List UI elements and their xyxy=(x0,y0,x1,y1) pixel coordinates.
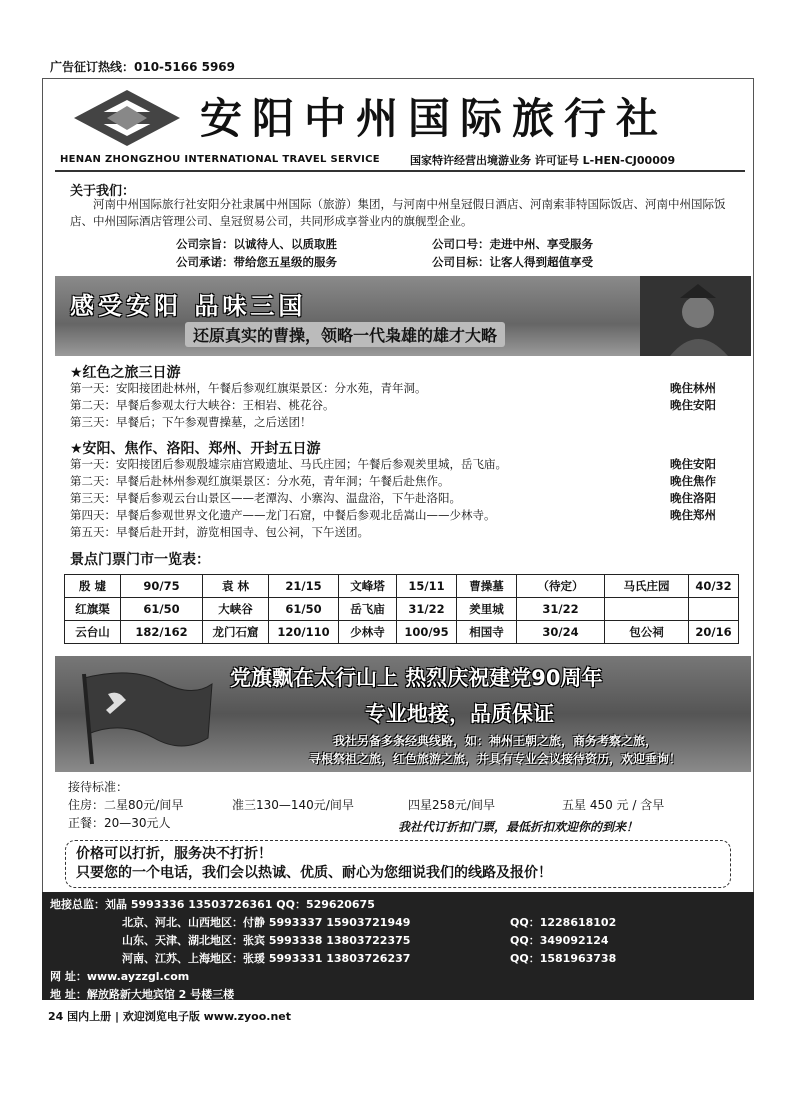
ticket-price: （待定） xyxy=(517,575,605,598)
tour1-day2: 第二天：早餐后参观太行大峡谷：王相岩、桃花谷。 xyxy=(70,398,335,412)
ticket-site: 马氏庄园 xyxy=(605,575,689,598)
about-text: 河南中州国际旅行社安阳分社隶属中州国际（旅游）集团，与河南中州皇冠假日酒店、河南索菲特国际饭店、河南中州国际饭店、中州国际酒店管理公司、皇冠贸易公司，共同形成享誉业内的旗舰型企业。 xyxy=(70,197,726,228)
ticket-price: 30/24 xyxy=(517,621,605,644)
page-footer: 24 国内上册 | 欢迎浏览电子版 www.zyoo.net xyxy=(48,1010,292,1023)
ticket-site: 少林寺 xyxy=(339,621,397,644)
ticket-site: 殷 墟 xyxy=(65,575,121,598)
price-line1: 价格可以打折，服务决不打折！ xyxy=(76,846,272,862)
tour2-day4: 第四天：早餐后参观世界文化遗产——龙门石窟，中餐后参观北岳嵩山——少林寺。 xyxy=(70,508,496,522)
tour1-day3: 第三天：早餐后；下午参观曹操墓，之后送团！ xyxy=(70,415,312,429)
ticket-site: 红旗渠 xyxy=(65,598,121,621)
ticket-site: 大峡谷 xyxy=(203,598,269,621)
standard-meal: 正餐：20—30元人 xyxy=(68,816,171,830)
table-row xyxy=(65,575,739,598)
tour2-heading: ★安阳、焦作、洛阳、郑州、开封五日游 xyxy=(70,441,321,457)
ticket-price: 21/15 xyxy=(269,575,339,598)
ticket-slogan: 我社代订折扣门票，最低折扣欢迎你的到来！ xyxy=(398,820,639,834)
tour2-day3-stay: 晚住洛阳 xyxy=(670,491,716,505)
tickets-heading: 景点门票门市一览表： xyxy=(70,552,210,568)
ticket-price: 120/110 xyxy=(269,621,339,644)
tour1-day2-stay: 晚住安阳 xyxy=(670,398,716,412)
ticket-site: 云台山 xyxy=(65,621,121,644)
company-logo-icon xyxy=(72,88,182,148)
table-row xyxy=(65,598,739,621)
banner-subtitle: 还原真实的曹操，领略一代枭雄的雄才大略 xyxy=(185,322,505,347)
ticket-price: 15/11 xyxy=(397,575,457,598)
standard-4star: 四星258元/间早 xyxy=(408,798,495,812)
company-title: 安阳中州国际旅行社 xyxy=(200,94,669,143)
ticket-site: 岳飞庙 xyxy=(339,598,397,621)
ticket-site: 曹操墓 xyxy=(457,575,517,598)
table-row xyxy=(65,621,739,644)
ticket-site: 文峰塔 xyxy=(339,575,397,598)
divider xyxy=(55,170,745,172)
tour1-day1: 第一天：安阳接团赴林州，午餐后参观红旗渠景区：分水苑，青年洞。 xyxy=(70,381,427,395)
banner2-title: 党旗飘在太行山上 热烈庆祝建党90周年 xyxy=(230,666,603,690)
about-heading: 关于我们： xyxy=(70,184,136,199)
ticket-site: 龙门石窟 xyxy=(203,621,269,644)
standard-2star: 住房：二星80元/间早 xyxy=(68,798,184,812)
motto-slogan: 公司口号：走进中州、享受服务 xyxy=(432,237,593,251)
motto-purpose: 公司宗旨：以诚待人、以质取胜 xyxy=(176,237,337,251)
tour2-day1-stay: 晚住安阳 xyxy=(670,457,716,471)
ticket-price: 100/95 xyxy=(397,621,457,644)
contact-north-qq: QQ：1228618102 xyxy=(510,916,617,929)
banner2-desc xyxy=(255,732,735,768)
tour2-day1: 第一天：安阳接团后参观殷墟宗庙宫殿遗址、马氏庄园；午餐后参观羑里城，岳飞庙。 xyxy=(70,457,507,471)
tour1-day1-stay: 晚住林州 xyxy=(670,381,716,395)
ticket-price: 40/32 xyxy=(689,575,739,598)
ticket-price: 61/50 xyxy=(121,598,203,621)
ticket-price: 182/162 xyxy=(121,621,203,644)
contact-director: 地接总监：刘晶 5993336 13503726361 QQ：529620675 xyxy=(50,898,375,911)
tour2-day3: 第三天：早餐后参观云台山景区——老潭沟、小寨沟、温盘浴，下午赴洛阳。 xyxy=(70,491,461,505)
ticket-site: 相国寺 xyxy=(457,621,517,644)
motto-promise: 公司承诺：带给您五星级的服务 xyxy=(176,255,337,269)
contact-east-qq: QQ：349092124 xyxy=(510,934,609,947)
ticket-price: 90/75 xyxy=(121,575,203,598)
ticket-site: 羑里城 xyxy=(457,598,517,621)
contact-east: 山东、天津、湖北地区：张宾 5993338 13803722375 xyxy=(122,934,411,947)
ticket-site: 袁 林 xyxy=(203,575,269,598)
company-english-name: HENAN ZHONGZHOU INTERNATIONAL TRAVEL SERVICE xyxy=(60,154,380,165)
tour2-day2-stay: 晚住焦作 xyxy=(670,474,716,488)
standard-5star: 五星 450 元 / 含早 xyxy=(562,798,665,812)
price-line2: 只要您的一个电话，我们会以热诚、优质、耐心为您细说我们的线路及报价！ xyxy=(76,865,552,881)
tickets-table xyxy=(64,574,739,644)
ticket-price xyxy=(689,598,739,621)
contact-address: 地 址：解放路新大地宾馆 2 号楼三楼 xyxy=(50,988,235,1001)
contact-central: 河南、江苏、上海地区：张瑗 5993331 13803726237 xyxy=(122,952,411,965)
banner-title: 感受安阳 品味三国 xyxy=(70,292,307,320)
license-info: 国家特许经营出境游业务 许可证号 L-HEN-CJ00009 xyxy=(410,154,676,167)
warrior-portrait-icon xyxy=(640,276,751,356)
ad-hotline: 广告征订热线：010-5166 5969 xyxy=(50,60,236,74)
ticket-site xyxy=(605,598,689,621)
standard-3star: 准三130—140元/间早 xyxy=(232,798,354,812)
contact-panel xyxy=(42,892,754,1000)
tour1-heading: ★红色之旅三日游 xyxy=(70,365,181,381)
banner2-desc-line2: 寻根祭祖之旅，红色旅游之旅，并具有专业会议接待资历，欢迎垂询！ xyxy=(308,752,681,766)
price-box xyxy=(65,840,731,888)
ticket-price: 20/16 xyxy=(689,621,739,644)
tour2-day5: 第五天：早餐后赴开封，游览相国寺、包公祠，下午送团。 xyxy=(70,525,369,539)
contact-website[interactable]: 网 址：www.ayzzgl.com xyxy=(50,970,190,983)
contact-north: 北京、河北、山西地区：付静 5993337 15903721949 xyxy=(122,916,411,929)
ticket-site: 包公祠 xyxy=(605,621,689,644)
contact-central-qq: QQ：1581963738 xyxy=(510,952,617,965)
tour2-day2: 第二天：早餐后赴林州参观红旗渠景区：分水苑，青年洞；午餐后赴焦作。 xyxy=(70,474,450,488)
ticket-price: 61/50 xyxy=(269,598,339,621)
motto-goal: 公司目标：让客人得到超值享受 xyxy=(432,255,593,269)
party-flag-icon xyxy=(62,664,222,768)
tour2-day4-stay: 晚住郑州 xyxy=(670,508,716,522)
banner2-desc-line1: 我社另备多条经典线路，如：神州王朝之旅，商务考察之旅， xyxy=(332,734,657,748)
ticket-price: 31/22 xyxy=(397,598,457,621)
standards-heading: 接待标准： xyxy=(68,780,129,794)
banner2-tagline: 专业地接，品质保证 xyxy=(365,702,554,726)
ticket-price: 31/22 xyxy=(517,598,605,621)
